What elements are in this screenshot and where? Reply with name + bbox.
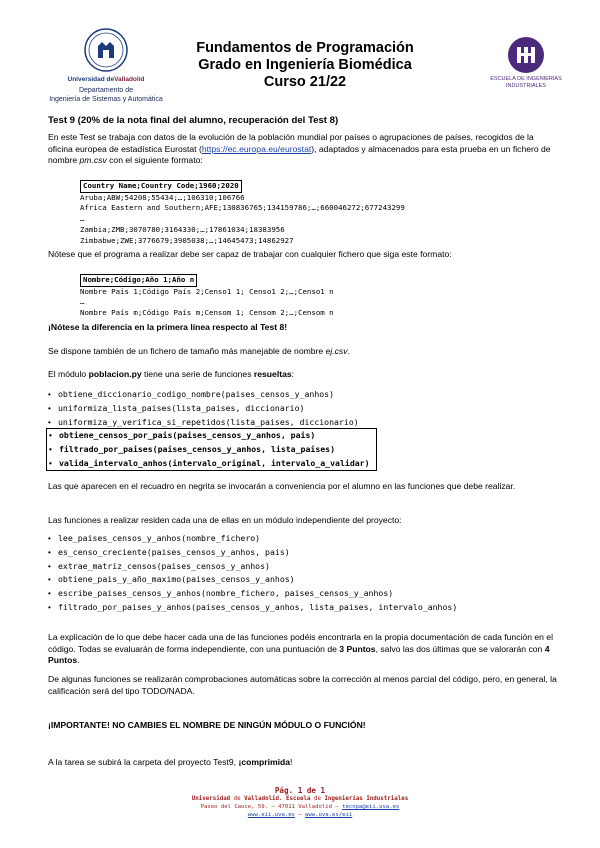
eurostat-link[interactable]: https://ec.europa.eu/eurostat [201,143,312,154]
resolved-functions-list [48,388,359,429]
upload-bold: ¡comprimida [238,757,291,767]
footer-email[interactable]: tecnpa@eii.uva.es [342,804,400,810]
eii-name [480,76,572,90]
boxed-note: Las que aparecen en el recuadro en negrita se invocarán a conveniencia por el alumno en las funciones que debe realizar. [48,481,516,491]
list-item: • extrae_matriz_censos(paises_censos_y_anhos) [48,560,457,574]
explanation-text1: La explicación de lo que debe hacer cada una de las funciones podéis encontrarla en la propia documentación de cada función en el código. Todas se evaluarán de forma independiente, con una puntuación de [48,632,554,654]
explanation-points2: 4 Puntos [48,643,550,666]
list-item: • valida_intervalo_anhos(intervalo_original, intervalo_a_validar) [49,457,370,471]
uva-name [62,76,150,83]
intro-paragraph [48,132,558,167]
title-line2: Grado en Ingeniería Biomédica [198,57,412,73]
list-item: • uniformiza_y_verifica_si_repetidos(lista_paises, diccionario) [48,416,359,430]
eii-line1: ESCUELA DE INGENIERÍAS [490,76,562,82]
list-item: • obtiene_censos_por_pais(paises_censos_y_anhos, pais) [49,429,370,443]
upload-text: A la tarea se subirá la carpeta del proyecto Test9, [48,757,239,767]
smaller-file-note [48,346,558,358]
list-item: • obtiene_pais_y_año_maximo(paises_censos_y_anhos) [48,573,457,587]
footer-valladolid: Valladolid [244,796,280,802]
uva-logo [84,28,128,72]
generic-header: Nombre;Código;Año 1;Año n [80,274,197,287]
footer-web1[interactable]: www.eii.uva.es [247,812,295,818]
intro-text2: ), adaptados y almacenados para esta prueba en un fichero de nombre [48,143,551,166]
module-intro-bold: resueltas [253,369,292,379]
test-heading: Test 9 (20% de la nota final del alumno, recuperación del Test 8) [48,115,339,126]
footer-web [150,812,450,818]
footer-web2[interactable]: www.uva.es/eii [305,812,353,818]
generic-row: … [80,297,85,307]
intro-filename: pm.csv [79,155,107,166]
csv-example [80,169,405,247]
explanation-text2: , salvo las dos últimas que se valorarán con [375,643,545,654]
diff-note: ¡Nótese la diferencia en la primera línea respecto al Test 8! [48,322,288,332]
title-line3: Curso 21/22 [263,74,347,90]
intro-text3: con el siguiente formato: [106,155,203,166]
footer-eii: Ingenierías Industriales [324,796,409,802]
page-number: Pág. 1 de 1 [274,786,326,795]
dept-line1: Departamento de [78,87,134,94]
list-item: • uniformiza_lista_paises(lista_paises, diccionario) [48,402,359,416]
footer-sep: – [294,812,306,818]
smaller-file-end: . [347,346,350,356]
list-item: • filtrado_por_paises_y_anhos(paises_censos_y_anhos, lista_paises, intervalo_anhos) [48,601,457,615]
dept-line2: Ingeniería de Sistemas y Automática [49,95,163,103]
explanation-points1: 3 Puntos [339,643,376,654]
generic-row: Nombre País 1;Código País 2;Censo1 1; Censo1 2;…;Censo1 n [80,286,334,296]
generic-row: Nombre País m;Código País m;Censom 1; Censom 2;…;Censom n [80,308,334,318]
footer-de2: de [310,796,325,802]
list-item: • obtiene_diccionario_codigo_nombre(paises_censos_y_anhos) [48,388,359,402]
module-intro-pre: El módulo [48,369,89,379]
smaller-file-name: ej.csv [325,346,348,356]
module-intro-end: : [291,369,295,379]
csv-row: Aruba;ABW;54208;55434;…;106310;106766 [80,192,245,202]
footer-uva: Universidad [191,796,231,802]
list-item: • filtrado_por_paises(paises_censos_y_anhos, lista_paises) [49,443,370,457]
upload-end: ! [290,757,293,767]
explanation-text3: . [77,655,80,666]
eii-line2: INDUSTRIALES [505,83,547,89]
generic-note: Nótese que el programa a realizar debe ser capaz de trabajar con cualquier fichero que siga este formato: [48,249,452,259]
list-item: • lee_paises_censos_y_anhos(nombre_fichero) [48,532,457,546]
footer-address-text: Paseo del Cauce, 59. – 47011 Valladolid – [200,804,343,810]
footer-de: de [230,796,245,802]
intro-text1: En este Test se trabaja con datos de la evolución de la población mundial por países o agrupaciones de países, recogidos de la oficina europea de estadística Eurostat ( [48,132,534,154]
footer-address [150,804,450,810]
smaller-file-text: Se dispone también de un fichero de tamaño más manejable de nombre [48,346,326,356]
module-intro-mid: tiene una serie de funciones [141,369,254,379]
list-item: • es_censo_creciente(paises_censos_y_anhos, pais) [48,546,457,560]
title-line1: Fundamentos de Programación [196,40,414,56]
footer-institution [150,796,450,802]
csv-row: … [80,214,85,224]
footer-escuela: . Escuela [279,796,311,802]
csv-row: Zimbabwe;ZWE;3776679;3905038;…;14645473;14862927 [80,235,294,245]
boxed-functions-list [46,428,377,471]
important-note: ¡IMPORTANTE! NO CAMBIES EL NOMBRE DE NINGÚN MÓDULO O FUNCIÓN! [48,720,366,730]
generic-format [80,263,334,319]
uva-name-prefix: Universidad de [67,76,115,83]
auto-tests-note: De algunas funciones se realizarán comprobaciones automáticas sobre la corrección al menos parcial del código, pero, en general, la calificación será del tipo TODO/NADA. [48,674,557,696]
eii-logo [508,37,544,73]
uva-name-suffix: Valladolid [114,76,145,83]
csv-row: Africa Eastern and Southern;AFE;130836765;134159786;…;660046272;677243299 [80,203,405,213]
todo-functions-list [48,532,457,615]
list-item: • escribe_paises_censos_y_anhos(nombre_fichero, paises_censos_y_anhos) [48,587,457,601]
upload-note [48,757,558,769]
csv-header: Country Name;Country Code;1960;2020 [80,180,242,193]
module-intro [48,369,558,381]
explanation [48,632,558,667]
todo-intro: Las funciones a realizar residen cada una de ellas en un módulo independiente del proyecto: [48,515,402,525]
module-name: poblacion.py [88,369,142,379]
csv-row: Zambia;ZMB;3070780;3164330;…;17861034;18383956 [80,224,285,234]
